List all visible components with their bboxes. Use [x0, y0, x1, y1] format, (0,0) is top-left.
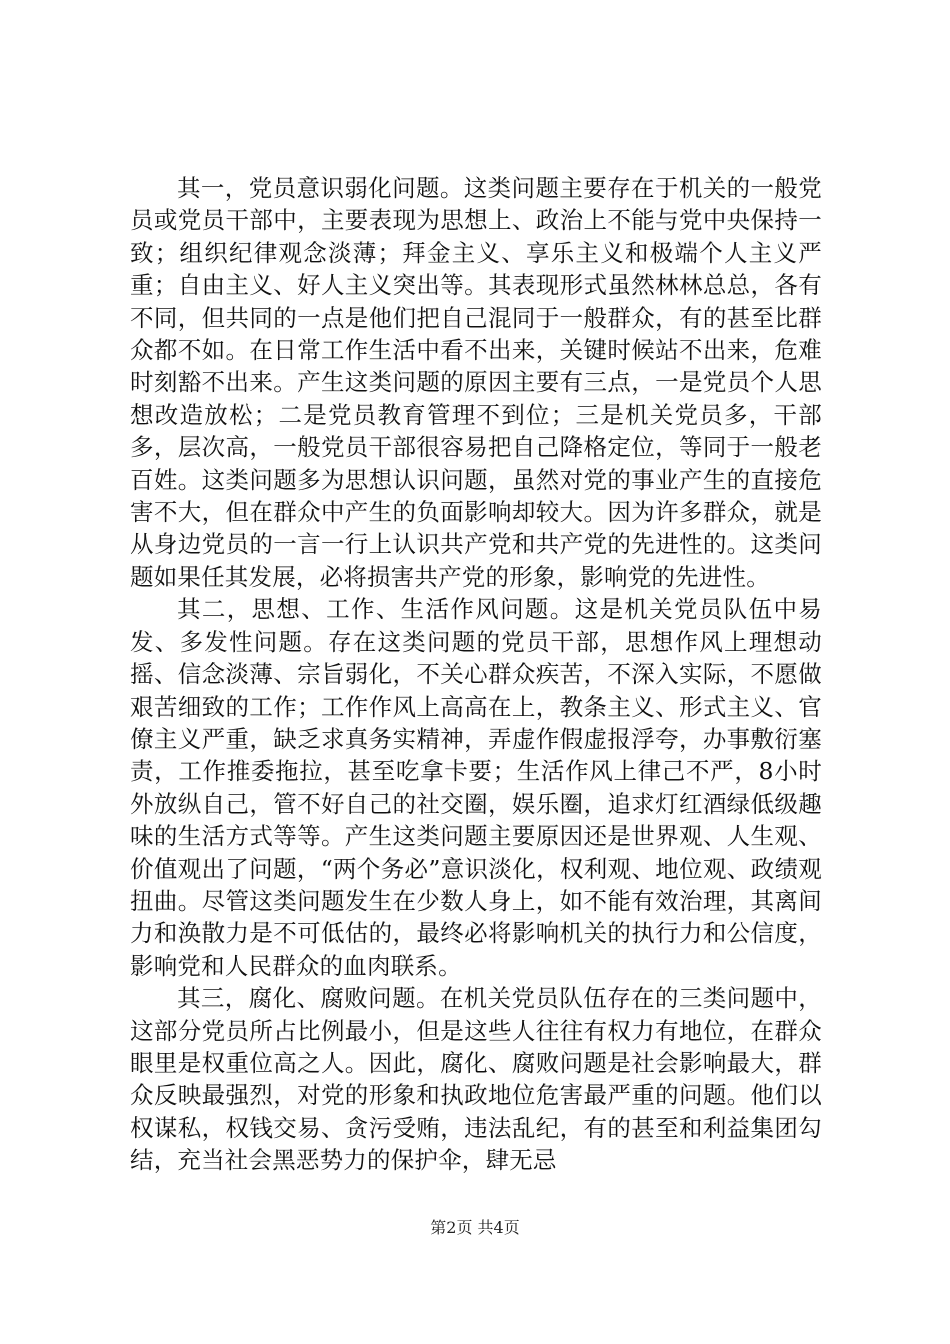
page-footer: 第2页 共4页 — [430, 1218, 520, 1237]
document-body — [130, 172, 822, 1177]
paragraph-work-style: 其二，思想、工作、生活作风问题。这是机关党员队伍中易发、多发性问题。存在这类问题的党员干部，思想作风上理想动摇、信念淡薄、宗旨弱化，不关心群众疾苦，不深入实际，不愿做艰苦细致的工作；工作作风上高高在上，教条主义、形式主义、官僚主义严重，缺乏求真务实精神，弄虚作假虚报浮夸，办事敷衍塞责，工作推委拖拉，甚至吃拿卡要；生活作风上律己不严，8小时外放纵自己，管不好自己的社交圈，娱乐圈，追求灯红酒绿低级趣味的生活方式等等。产生这类问题主要原因还是世界观、人生观、价值观出了问题，“两个务必”意识淡化，权利观、地位观、政绩观扭曲。尽管这类问题发生在少数人身上，如不能有效治理，其离间力和涣散力是不可低估的，最终必将影响机关的执行力和公信度，影响党和人民群众的血肉联系。 — [130, 595, 822, 980]
paragraph-corruption: 其三，腐化、腐败问题。在机关党员队伍存在的三类问题中，这部分党员所占比例最小，但是这些人往往有权力有地位，在群众眼里是权重位高之人。因此，腐化、腐败问题是社会影响最大，群众反映最强烈，对党的形象和执政地位危害最严重的问题。他们以权谋私，权钱交易、贪污受贿，违法乱纪，有的甚至和利益集团勾结，充当社会黑恶势力的保护伞，肆无忌 — [130, 984, 822, 1175]
paragraph-party-awareness: 其一，党员意识弱化问题。这类问题主要存在于机关的一般党员或党员干部中，主要表现为思想上、政治上不能与党中央保持一致；组织纪律观念淡薄；拜金主义、享乐主义和极端个人主义严重；自由主义、好人主义突出等。其表现形式虽然林林总总，各有不同，但共同的一点是他们把自己混同于一般群众，有的甚至比群众都不如。在日常工作生活中看不出来，关键时候站不出来，危难时刻豁不出来。产生这类问题的原因主要有三点，一是党员个人思想改造放松；二是党员教育管理不到位；三是机关党员多，干部多，层次高，一般党员干部很容易把自己降格定位，等同于一般老百姓。这类问题多为思想认识问题，虽然对党的事业产生的直接危害不大，但在群众中产生的负面影响却较大。因为许多群众，就是从身边党员的一言一行上认识共产党和共产党的先进性的。这类问题如果任其发展，必将损害共产党的形象，影响党的先进性。 — [130, 174, 822, 591]
